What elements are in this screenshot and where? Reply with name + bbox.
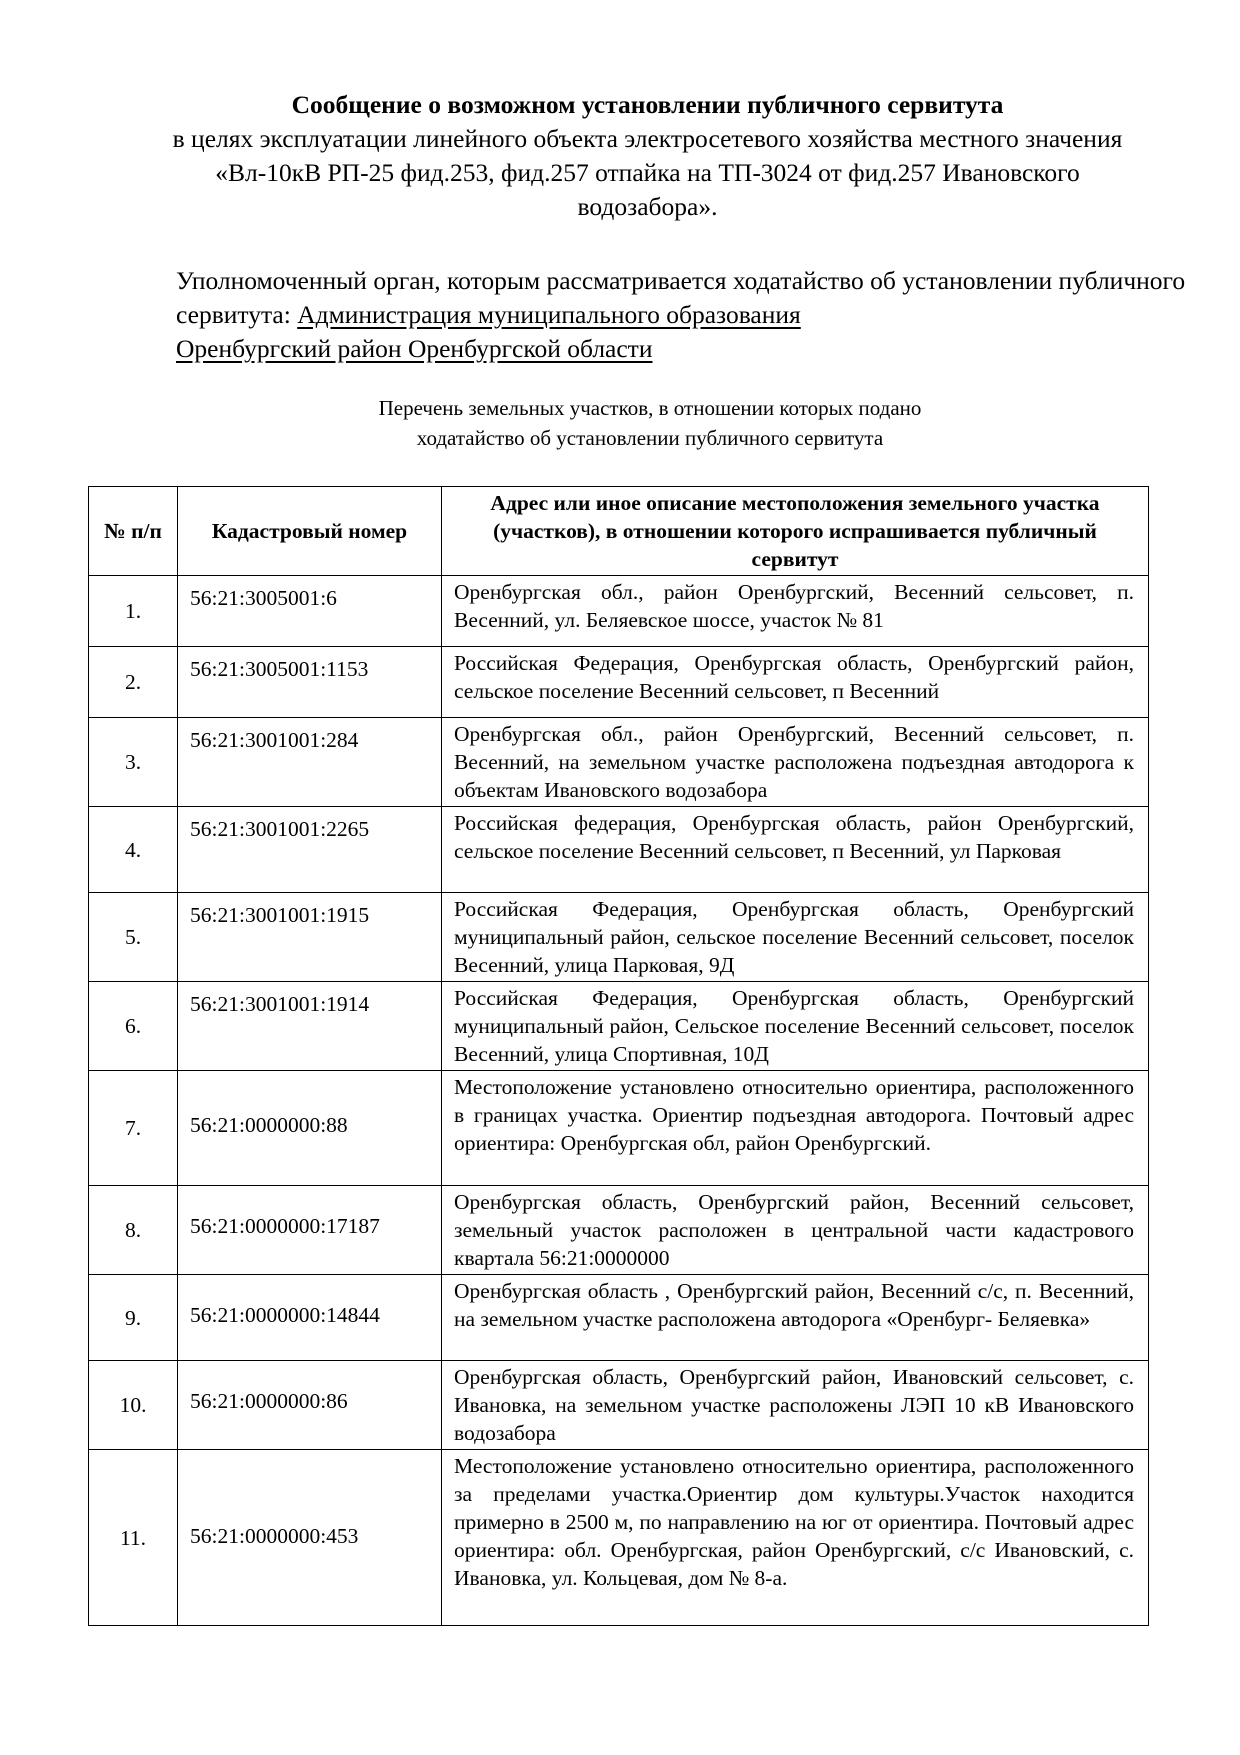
row-cadastral-number: 56:21:3001001:1915 (178, 893, 442, 982)
row-address: Оренбургская область, Оренбургский район, Весенний сельсовет, земельный участок расположен в центральной части кадастрового квартала 56:21:0000000 (442, 1186, 1149, 1275)
row-cadastral-number: 56:21:0000000:14844 (178, 1275, 442, 1361)
table-row (89, 1450, 1149, 1626)
row-cadastral-number: 56:21:0000000:453 (178, 1450, 442, 1626)
row-address: Местоположение установлено относительно ориентира, расположенного в границах участка. Ориентир подъездная автодорога. Почтовый адрес ориентира: Оренбургская обл, район Оренбургский. (442, 1071, 1149, 1186)
table-header-row (89, 487, 1149, 576)
table-row (89, 1071, 1149, 1186)
row-number: 6. (89, 982, 178, 1071)
table-row (89, 647, 1149, 718)
row-number: 4. (89, 807, 178, 893)
row-cadastral-number: 56:21:3005001:1153 (178, 647, 442, 718)
table-row (89, 576, 1149, 647)
row-address: Российская Федерация, Оренбургская область, Оренбургский муниципальный район, Сельское поселение Весенний сельсовет, поселок Весенний, улица Спортивная, 10Д (442, 982, 1149, 1071)
notice-title (90, 88, 1205, 224)
row-number: 10. (89, 1361, 178, 1450)
notice-heading: Сообщение о возможном установлении публичного сервитута (291, 90, 1004, 119)
row-cadastral-number: 56:21:3001001:2265 (178, 807, 442, 893)
header-cadastral-number: Кадастровый номер (178, 487, 442, 576)
row-address: Оренбургская область , Оренбургский район, Весенний с/с, п. Весенний, на земельном участке расположена автодорога «Оренбург- Беляевка» (442, 1275, 1149, 1361)
row-address: Оренбургская область, Оренбургский район, Ивановский сельсовет, с. Ивановка, на земельном участке расположены ЛЭП 10 кВ Ивановского водозабора (442, 1361, 1149, 1450)
notice-subtitle-line-3: водозабора». (577, 192, 718, 221)
row-cadastral-number: 56:21:0000000:17187 (178, 1186, 442, 1275)
table-row (89, 1361, 1149, 1450)
table-row (89, 718, 1149, 807)
authorized-body-label: Уполномоченный орган, которым рассматривается ходатайство об установлении публичного сервитута: (176, 266, 1186, 329)
table-row (89, 893, 1149, 982)
table-row (89, 1275, 1149, 1361)
row-address: Российская федерация, Оренбургская область, район Оренбургский, сельское поселение Весенний сельсовет, п Весенний, ул Парковая (442, 807, 1149, 893)
row-address: Местоположение установлено относительно ориентира, расположенного за пределами участка.Ориентир дом культуры.Участок находится примерно в 2500 м, по направлению на юг от ориентира. Почтовый адрес ориентира: обл. Оренбургская, район Оренбургский, с/с Ивановский, с. Ивановка, ул. Кольцевая, дом № 8-а. (442, 1450, 1149, 1626)
table-row (89, 807, 1149, 893)
row-address: Российская Федерация, Оренбургская область, Оренбургский муниципальный район, сельское поселение Весенний сельсовет, поселок Весенний, улица Парковая, 9Д (442, 893, 1149, 982)
row-cadastral-number: 56:21:3001001:1914 (178, 982, 442, 1071)
notice-subtitle-line-1: в целях эксплуатации линейного объекта электросетевого хозяйства местного значения (172, 124, 1123, 153)
row-address: Российская Федерация, Оренбургская область, Оренбургский район, сельское поселение Весенний сельсовет, п Весенний (442, 647, 1149, 718)
notice-subtitle-line-2: «Вл-10кВ РП-25 фид.253, фид.257 отпайка на ТП-3024 от фид.257 Ивановского (215, 158, 1080, 187)
row-cadastral-number: 56:21:0000000:88 (178, 1071, 442, 1186)
authorized-body-paragraph (176, 264, 1196, 366)
row-number: 1. (89, 576, 178, 647)
row-cadastral-number: 56:21:3005001:6 (178, 576, 442, 647)
row-address: Оренбургская обл., район Оренбургский, Весенний сельсовет, п. Весенний, ул. Беляевское шоссе, участок № 81 (442, 576, 1149, 647)
header-address: Адрес или иное описание местоположения земельного участка (участков), в отношении которого испрашивается публичный сервитут (442, 487, 1149, 576)
row-number: 3. (89, 718, 178, 807)
row-number: 9. (89, 1275, 178, 1361)
parcel-table (88, 486, 1149, 1626)
authorized-body-name-line-2: Оренбургский район Оренбургской области (176, 334, 653, 363)
authorized-body-name-line-1: Администрация муниципального образования (297, 300, 801, 329)
row-cadastral-number: 56:21:3001001:284 (178, 718, 442, 807)
row-number: 8. (89, 1186, 178, 1275)
row-cadastral-number: 56:21:0000000:86 (178, 1361, 442, 1450)
row-address: Оренбургская обл., район Оренбургский, Весенний сельсовет, п. Весенний, на земельном участке расположена подъездная автодорога к объектам Ивановского водозабора (442, 718, 1149, 807)
header-number: № п/п (89, 487, 178, 576)
row-number: 11. (89, 1450, 178, 1626)
row-number: 5. (89, 893, 178, 982)
row-number: 2. (89, 647, 178, 718)
table-row (89, 1186, 1149, 1275)
table-row (89, 982, 1149, 1071)
parcel-list-caption-line-2: ходатайство об установлении публичного сервитута (416, 426, 884, 450)
parcel-list-caption (200, 393, 1100, 453)
row-number: 7. (89, 1071, 178, 1186)
parcel-list-caption-line-1: Перечень земельных участков, в отношении которых подано (378, 396, 922, 420)
